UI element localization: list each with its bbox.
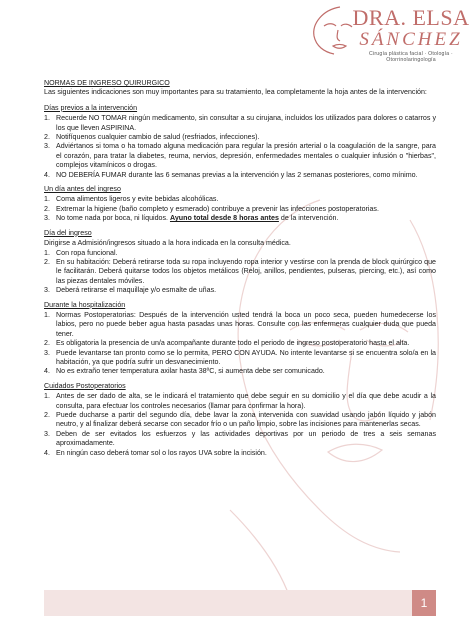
list-item bbox=[44, 195, 436, 204]
item-number: 1. bbox=[44, 248, 50, 257]
logo bbox=[352, 6, 470, 63]
list-item bbox=[44, 114, 436, 133]
item-text: Extremar la higiene (baño completo y esmerado) contribuye a prevenir las infecciones postoperatorias. bbox=[56, 204, 379, 213]
list-item bbox=[44, 430, 436, 449]
item-text: Notifíquenos cualquier cambio de salud (resfriados, infecciones). bbox=[56, 133, 260, 142]
section-lead: Dirigirse a Admisión/ingresos situado a la hora indicada en la consulta médica. bbox=[44, 239, 291, 248]
section-hospitalizacion bbox=[44, 301, 436, 377]
logo-face-icon bbox=[300, 4, 360, 56]
list-item bbox=[44, 214, 436, 223]
item-text-pre: No tome nada por boca, ni líquidos. bbox=[56, 214, 170, 223]
item-number: 2. bbox=[44, 204, 50, 213]
item-text: Puede levantarse tan pronto como se lo permita, PERO CON AYUDA. No intente levantarse si se encuentra solo/a en la habitación, ya que podría sufrir un desvanecimiento. bbox=[56, 348, 436, 366]
section-dia-ingreso bbox=[44, 229, 436, 296]
logo-surname: SÁNCHEZ bbox=[359, 29, 463, 50]
item-number: 4. bbox=[44, 170, 50, 179]
item-text: Deberá retirarse el maquillaje y/o esmalte de uñas. bbox=[56, 286, 217, 295]
section-list bbox=[44, 249, 436, 296]
fasting-highlight: Ayuno total desde 8 horas antes bbox=[169, 214, 279, 223]
item-number: 2. bbox=[44, 411, 50, 419]
list-item bbox=[44, 142, 436, 170]
item-text: Recuerde NO TOMAR ningún medicamento, sin consultar a su cirujana, incluidos los utilizados para dolores o catarros y los que lleven ASPIRINA. bbox=[56, 114, 436, 132]
item-number: 4. bbox=[44, 367, 50, 376]
item-text: Es obligatoria la presencia de un/a acompañante durante todo el periodo de ingreso postoperatorio hasta el alta. bbox=[56, 339, 410, 348]
section-cuidados bbox=[44, 382, 436, 458]
item-text-post: de la intervención. bbox=[278, 214, 339, 223]
list-item bbox=[44, 392, 436, 411]
item-text: Deben de ser evitados los esfuerzos y las actividades deportivas por un periodo de tres a seis semanas aproximadamente. bbox=[56, 429, 436, 448]
item-number: 2. bbox=[44, 133, 50, 142]
section-dia-antes bbox=[44, 185, 436, 224]
section-list bbox=[44, 114, 436, 180]
section-list bbox=[44, 195, 436, 223]
section-title: Días previos a la intervención bbox=[44, 103, 138, 112]
section-title: Día del ingreso bbox=[44, 228, 92, 237]
item-number: 3. bbox=[44, 348, 50, 357]
item-number: 2. bbox=[44, 339, 50, 348]
list-item bbox=[44, 286, 436, 295]
list-item bbox=[44, 411, 436, 430]
item-number: 3. bbox=[44, 214, 50, 223]
list-item bbox=[44, 249, 436, 258]
item-text: Puede ducharse a partir del segundo día, debe lavar la zona intervenida con suavidad usando jabón líquido y jabón neutro, y al finalizar deberá secarse con secador frío o un paño limpio, sobre las incisiones para mantenerlas secas. bbox=[56, 411, 436, 429]
list-item bbox=[44, 311, 436, 339]
logo-name: DRA. ELSA bbox=[352, 5, 470, 30]
item-number: 1. bbox=[44, 310, 50, 319]
section-list bbox=[44, 392, 436, 458]
list-item bbox=[44, 349, 436, 368]
item-number: 3. bbox=[44, 286, 50, 295]
item-text: Con ropa funcional. bbox=[56, 248, 118, 257]
item-number: 1. bbox=[44, 392, 50, 401]
section-title: Durante la hospitalización bbox=[44, 300, 126, 309]
section-title: Cuidados Postoperatorios bbox=[44, 381, 126, 390]
list-item bbox=[44, 171, 436, 180]
item-number: 1. bbox=[44, 195, 50, 204]
item-text: Coma alimentos ligeros y evite bebidas alcohólicas. bbox=[56, 195, 219, 204]
item-text: NO DEBERÍA FUMAR durante las 6 semanas previas a la intervención y las 2 semanas posteriores, como mínimo. bbox=[56, 170, 418, 179]
page-number: 1 bbox=[412, 590, 436, 616]
item-text: En ningún caso deberá tomar sol o los rayos UVA sobre la incisión. bbox=[56, 448, 267, 457]
item-number: 3. bbox=[44, 142, 50, 151]
item-text: No es extraño tener temperatura axilar hasta 38ºC, si aumenta debe ser comunicado. bbox=[56, 367, 325, 376]
item-text: Normas Postoperatorias: Después de la intervención usted tendrá la boca un poco seca, pueden humedecerse los labios, pero no puede beber agua hasta pasadas unas horas. Consulte con las enfermeras cualquier duda que pueda tener. bbox=[56, 310, 436, 338]
item-text: Adviértanos si toma o ha tomado alguna medicación para regular la presión arterial o la coagulación de la sangre, para el corazón, para tratar la diabetes, reuma, nervios, depresión, enfermedades mentales o cualquier infusión o "hierbas", complejos vitamínicos o drogas. bbox=[56, 142, 436, 170]
section-title: Un día antes del ingreso bbox=[44, 185, 121, 194]
item-number: 1. bbox=[44, 114, 50, 123]
list-item bbox=[44, 339, 436, 348]
section-list bbox=[44, 311, 436, 377]
footer-band bbox=[44, 590, 412, 616]
item-text bbox=[56, 214, 436, 223]
list-item bbox=[44, 449, 436, 458]
list-item bbox=[44, 205, 436, 214]
item-number: 2. bbox=[44, 257, 50, 266]
document-intro: Las siguientes indicaciones son muy importantes para su tratamiento, lea completamente la hoja antes de la intervención: bbox=[44, 88, 427, 97]
list-item bbox=[44, 258, 436, 286]
item-number: 3. bbox=[44, 429, 50, 438]
list-item bbox=[44, 367, 436, 376]
list-item bbox=[44, 133, 436, 142]
section-dias-previos bbox=[44, 104, 436, 180]
item-number: 4. bbox=[44, 448, 50, 457]
document-title: NORMAS DE INGRESO QUIRURGICO bbox=[44, 79, 170, 87]
item-text: En su habitación: Deberá retirarse toda su ropa incluyendo ropa interior y vestirse con la prenda de block quirúrgico que le facilitarán. Deberá quitarse todos los objetos metálicos (Reloj, anillos, pendientes, pulseras, piercing, etc.), así como las piezas dentales móviles. bbox=[56, 257, 436, 285]
item-text: Antes de ser dado de alta, se le indicará el tratamiento que debe seguir en su domicilio y el día que debe acudir a la consulta, para efectuar los controles necesarios (llamar para confirmar la hora). bbox=[56, 392, 436, 410]
document-body bbox=[44, 79, 436, 458]
logo-tagline: Cirugía plástica facial · Otología · Otorrinolaringología bbox=[369, 51, 453, 63]
